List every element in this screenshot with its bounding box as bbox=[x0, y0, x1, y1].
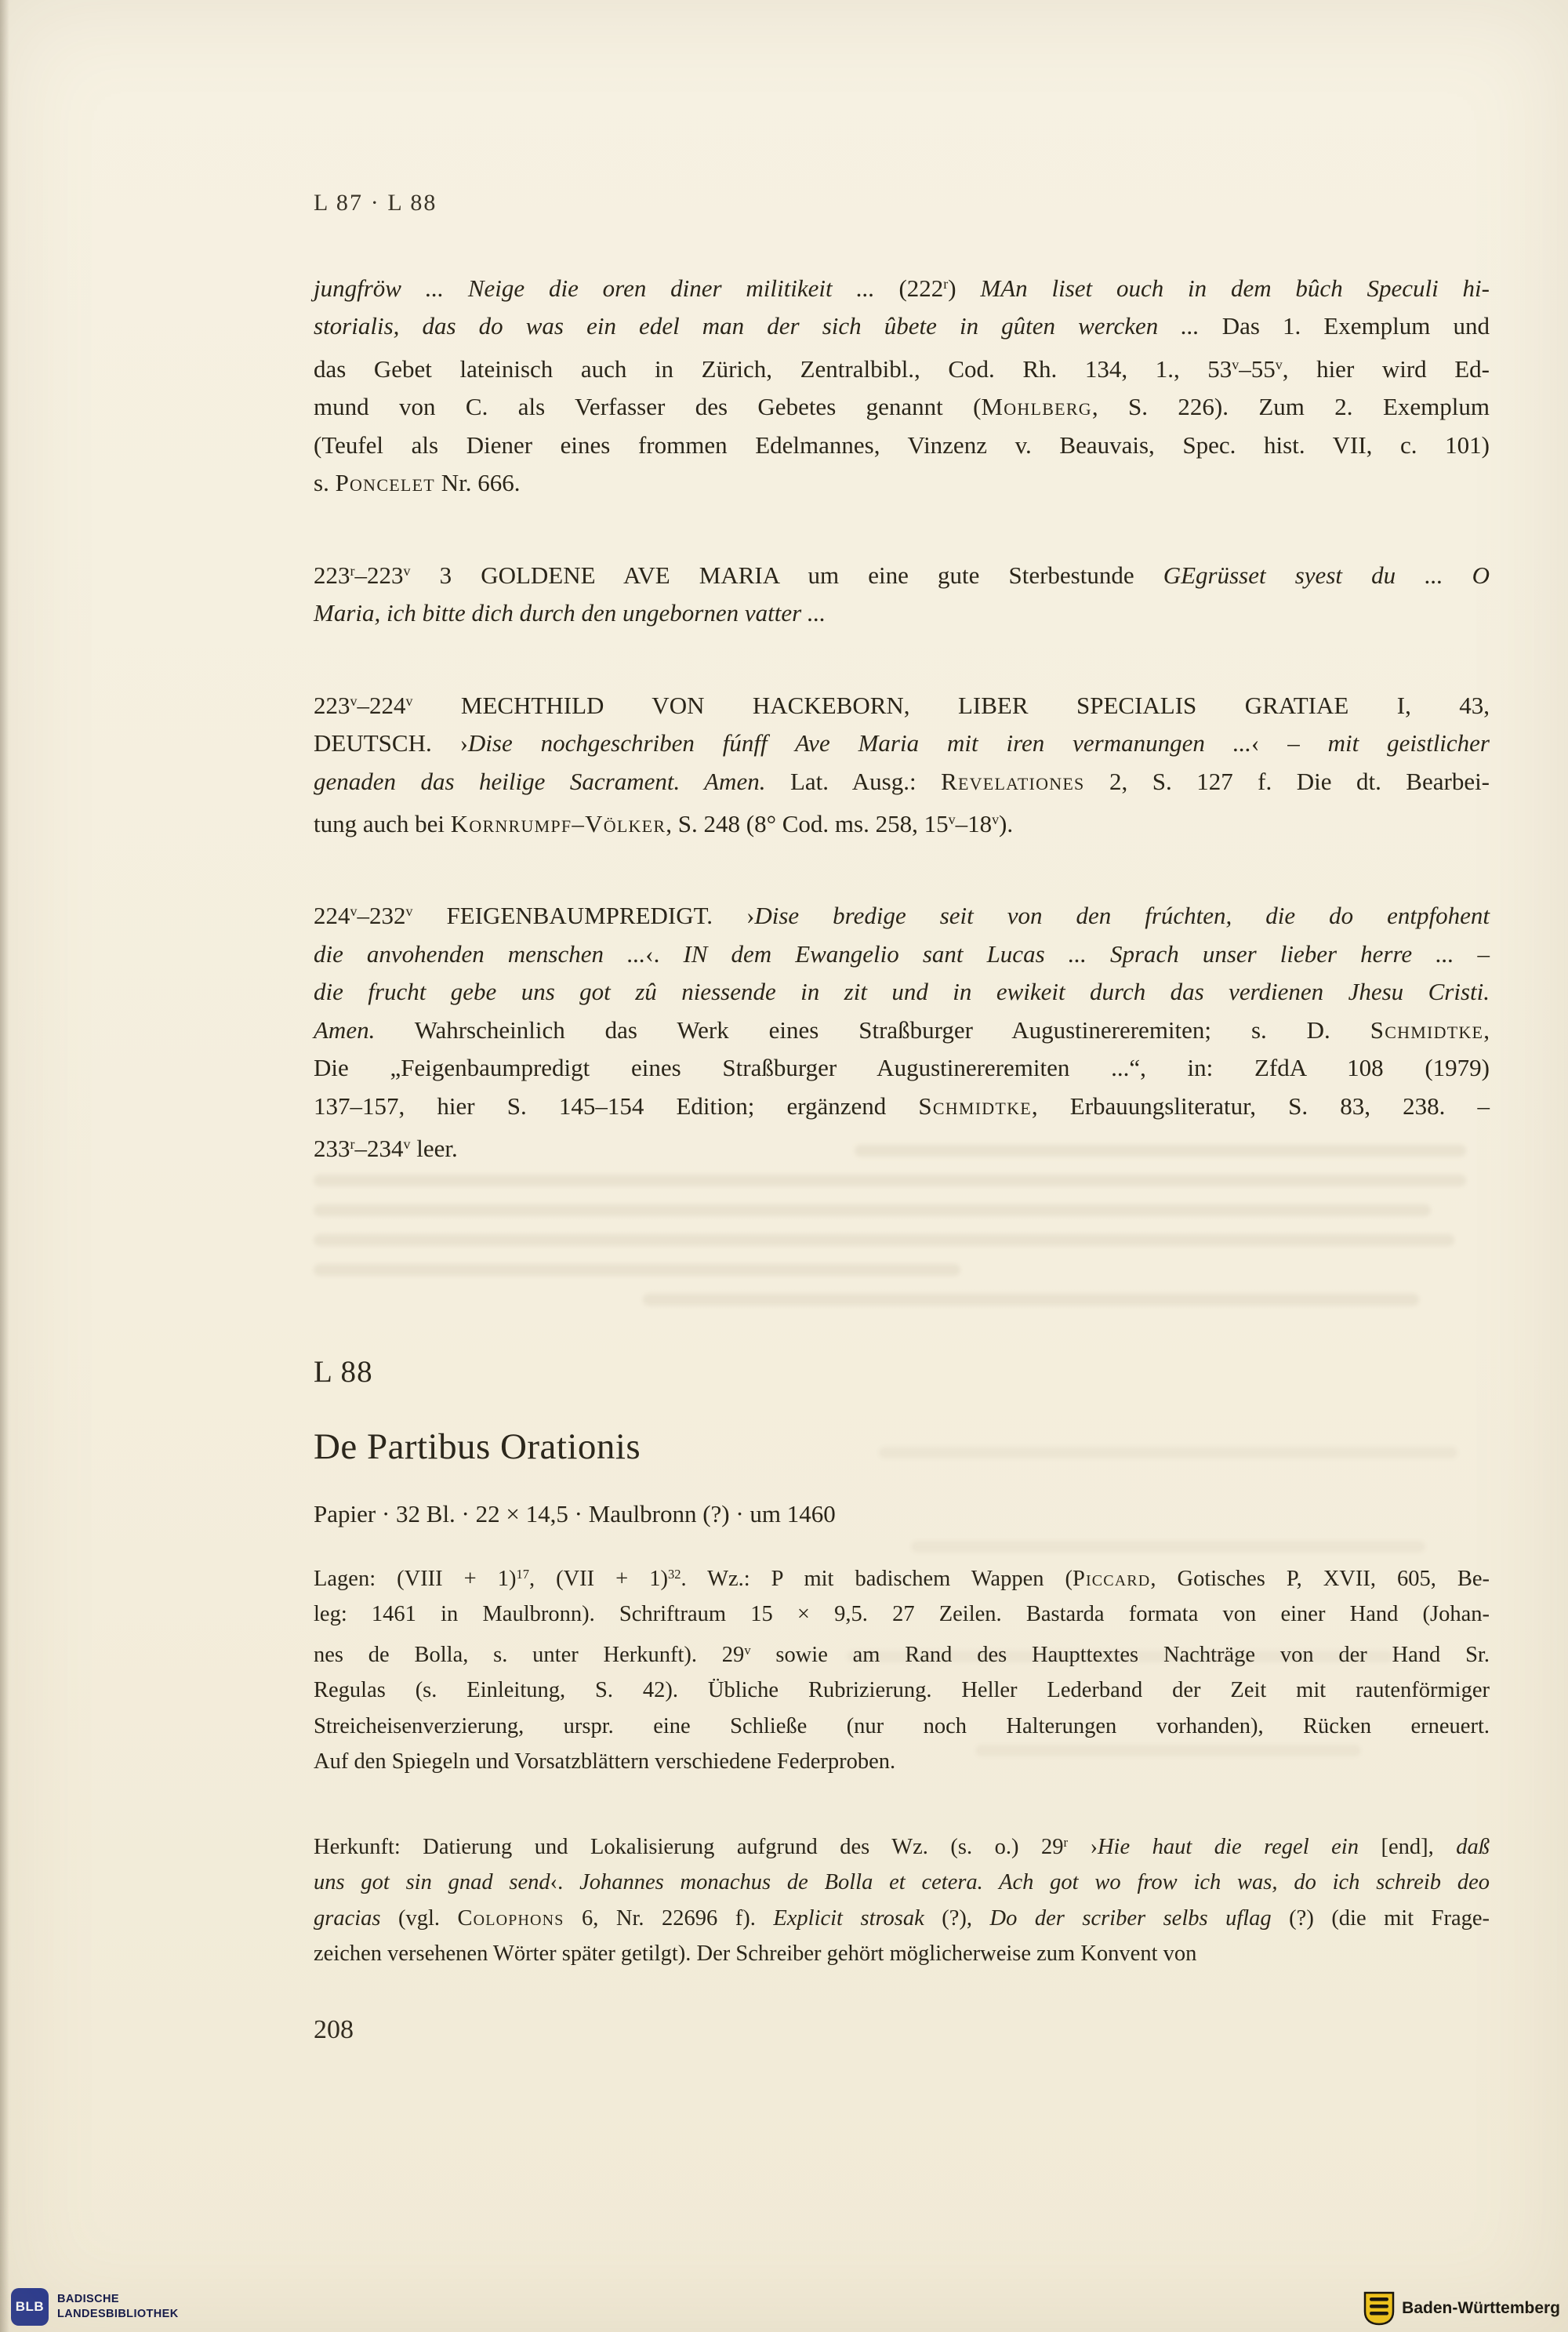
entry-l87-section-goldene-ave-maria: 223$^r$–223$^v$ 3 GOLDENE AVE MARIA um eine gute Sterbestunde GEgrüsset syest du ... O Maria, ich bitte dich durch den ungebornen vatter ... bbox=[314, 561, 1490, 627]
entry-l87-text-continuation: jungfröw ... Neige die oren diner militikeit ... (222$^r$) MAn liset ouch in dem bûch Speculi hi- storialis, das do was ein edel man der sich ûbete in gûten wercken ... Das 1. Exemplum und das Gebet lateinisch auch in Zürich, Zentralbibl., Cod. Rh. 134, 1., 53$^v$–55$^v$, hier wird Ed- mund von C. als Verfasser des Gebetes genannt (Mohlberg, S. 226). Zum 2. Exemplum (Teufel als Diener eines frommen Edelmannes, Vinzenz v. Beauvais, Spec. hist. VII, c. 101) s. Poncelet Nr. 666. bbox=[314, 274, 1490, 497]
blb-logo-icon: BLB bbox=[11, 2288, 49, 2326]
entry-title: De Partibus Orationis bbox=[314, 1426, 641, 1467]
running-head: L 87 · L 88 bbox=[314, 190, 437, 216]
entry-l88-codicology-paragraph: Lagen: (VIII + 1)$^{17}$, (VII + 1)$^{32}$. Wz.: P mit badischem Wappen (Piccard, Gotisches P, XVII, 605, Be- leg: 1461 in Maulbronn). Schriftraum 15 × 9,5. 27 Zeilen. Bastarda formata von einer Hand (Johan- nes de Bolla, s. unter Herkunft). 29$^v$ sowie am Rand des Haupttextes Nachträge von der Hand Sr. Regulas (s. Einleitung, S. 42). Übliche Rubrizierung. Heller Lederband der Zeit mit rautenförmiger Streicheisenverzierung, urspr. eine Schließe (nur noch Halterungen vorhanden), Rücken erneuert. Auf den Spiegeln und Vorsatzblättern verschiedene Federproben. bbox=[314, 1566, 1490, 1774]
blb-logo-text-line2: LANDESBIBLIOTHEK bbox=[57, 2308, 179, 2320]
bw-coat-of-arms-icon bbox=[1363, 2291, 1395, 2326]
bw-logo-label: Baden-Württemberg bbox=[1402, 2299, 1560, 2317]
scan-edge-shadow bbox=[0, 0, 9, 2332]
page-number: 208 bbox=[314, 2014, 354, 2044]
footer bbox=[11, 2288, 1560, 2326]
blb-logo-text bbox=[57, 2292, 179, 2322]
entry-l87-section-mechthild: 223$^v$–224$^v$ MECHTHILD VON HACKEBORN, LIBER SPECIALIS GRATIAE I, 43, DEUTSCH. ›Dise nochgeschriben fúnff Ave Maria mit iren vermanungen ...‹ – mit geistlicher genaden das heilige Sacrament. Amen. Lat. Ausg.: Revelationes 2, S. 127 f. Die dt. Bearbei- tung auch bei Kornrumpf–Völker, S. 248 (8° Cod. ms. 258, 15$^v$–18$^v$). bbox=[314, 691, 1490, 837]
entry-l87-section-feigenbaumpredigt: 224$^v$–232$^v$ FEIGENBAUMPREDIGT. ›Dise bredige seit von den frúchten, die do entpfohent die anvohenden menschen ...‹. IN dem Ewangelio sant Lucas ... Sprach unser lieber herre ... – die frucht gebe uns got zû niessende in zit und in ewikeit durch das verdienen Jhesu Cristi. Amen. Wahrscheinlich das Werk eines Straßburger Augustinereremiten; s. D. Schmidtke, Die „Feigenbaumpredigt eines Straßburger Augustinereremiten ...“, in: ZfdA 108 (1979) 137–157, hier S. 145–154 Edition; ergänzend Schmidtke, Erbauungsliteratur, S. 83, 238. – 233$^r$–234$^v$ leer. bbox=[314, 902, 1490, 1163]
entry-signature: L 88 bbox=[314, 1354, 373, 1389]
text-column bbox=[314, 190, 1490, 2045]
baden-wuerttemberg-logo bbox=[1363, 2291, 1560, 2326]
blb-logo bbox=[11, 2288, 179, 2326]
entry-l88-provenance-paragraph: Herkunft: Datierung und Lokalisierung aufgrund des Wz. (s. o.) 29$^r$ ›Hie haut die regel ein [end], daß uns got sin gnad send‹. Johannes monachus de Bolla et cetera. Ach got wo frow ich was, do ich schreib deo gracias (vgl. Colophons 6, Nr. 22696 f). Explicit strosak (?), Do der scriber selbs uflag (?) (die mit Frage- zeichen versehenen Wörter später getilgt). Der Schreiber gehört möglicherweise zum Konvent von bbox=[314, 1834, 1490, 1967]
entry-physical-description: Papier · 32 Bl. · 22 × 14,5 · Maulbronn (?) · um 1460 bbox=[314, 1499, 836, 1527]
blb-logo-text-line1: BADISCHE bbox=[57, 2293, 119, 2306]
